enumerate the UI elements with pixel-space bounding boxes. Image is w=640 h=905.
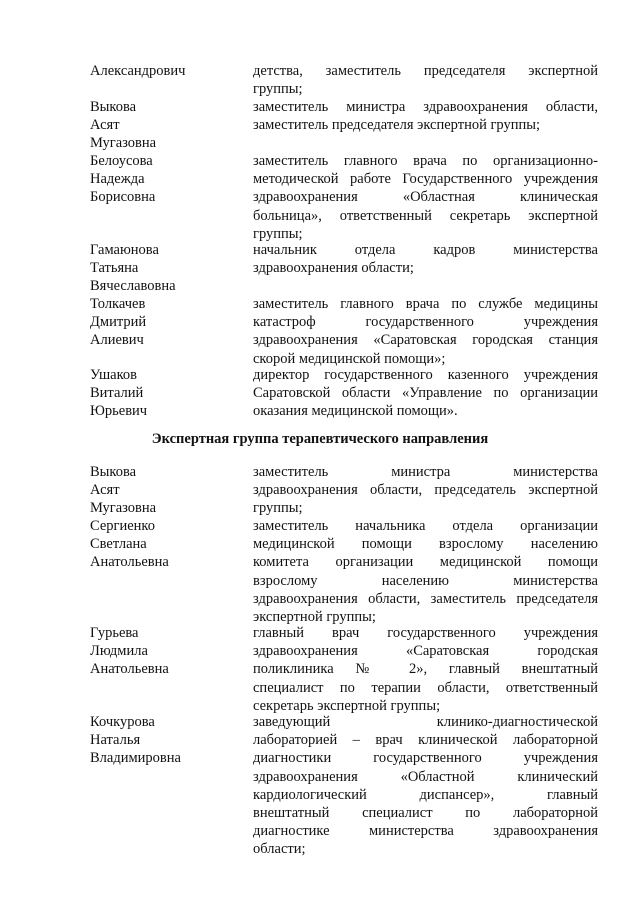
member-entry <box>90 98 600 152</box>
member-entry <box>90 517 600 626</box>
member-entry <box>90 241 600 295</box>
member-role: заместитель главного врача по организационно- методической работе Государственного учреждения здравоохранения «Областная клиническая больница», ответственный секретарь экспертной группы; <box>253 153 598 242</box>
member-name: Кочкурова Наталья Владимировна <box>90 714 181 767</box>
member-name: Гамаюнова Татьяна Вячеславовна <box>90 242 176 295</box>
member-entry <box>90 366 600 421</box>
member-role: заведующий клинико-диагностической лабораторией – врач клинической лабораторной диагностики государственного учреждения здравоохранения «Областной клинический кардиологический диспансер», главный внештатный специалист по лабораторной диагностике министерства здравоохранения области; <box>253 714 598 858</box>
member-name: Белоусова Надежда Борисовна <box>90 153 156 206</box>
member-role: заместитель начальника отдела организации медицинской помощи взрослому населению комитета организации медицинской помощи взрослому населению министерства здравоохранения области, заместитель председателя экспертной группы; <box>253 518 598 626</box>
member-name: Сергиенко Светлана Анатольевна <box>90 518 169 571</box>
member-entry <box>90 713 600 859</box>
member-entry <box>90 624 600 715</box>
member-name: Выкова Асят Мугазовна <box>90 464 157 517</box>
member-entry <box>90 295 600 368</box>
member-role: детства, заместитель председателя экспертной группы; <box>253 63 598 98</box>
member-name: Гурьева Людмила Анатольевна <box>90 625 169 678</box>
member-role: заместитель главного врача по службе медицины катастроф государственного учреждения здравоохранения «Саратовская городская станция скорой медицинской помощи»; <box>253 296 598 367</box>
member-role: заместитель министра министерства здравоохранения области, председатель экспертной группы; <box>253 464 598 517</box>
member-name: Выкова Асят Мугазовна <box>90 99 157 152</box>
member-role: директор государственного казенного учреждения Саратовской области «Управление по организации оказания медицинской помощи». <box>253 367 598 420</box>
section-heading: Экспертная группа терапевтического направления <box>151 431 489 447</box>
member-entry <box>90 463 600 518</box>
member-name: Ушаков Виталий Юрьевич <box>90 367 148 420</box>
member-name: Александрович <box>90 63 186 79</box>
member-role: заместитель министра здравоохранения области, заместитель председателя экспертной группы; <box>253 99 598 134</box>
member-name: Толкачев Дмитрий Алиевич <box>90 296 147 349</box>
member-entry <box>90 62 600 98</box>
member-role: начальник отдела кадров министерства здравоохранения области; <box>253 242 598 277</box>
member-entry <box>90 152 600 243</box>
member-role: главный врач государственного учреждения здравоохранения «Саратовская городская поликлиника № 2», главный внештатный специалист по терапии области, ответственный секретарь экспертной группы; <box>253 625 598 714</box>
